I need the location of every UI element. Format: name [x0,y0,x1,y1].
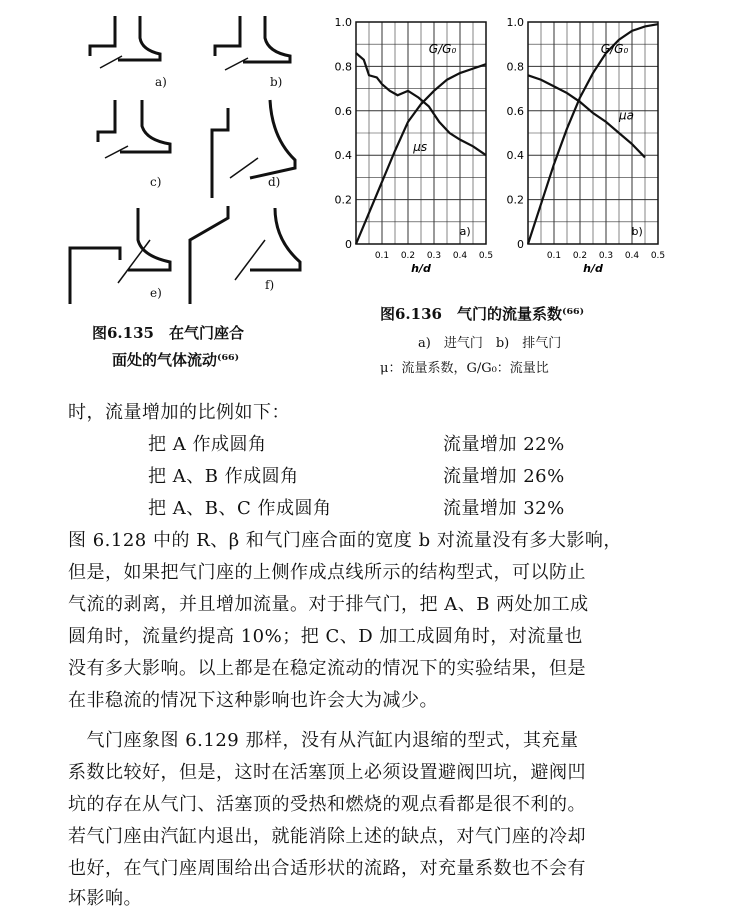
x-axis-label: h/d [583,262,603,275]
para2-line4: 若气门座由汽缸内退出，就能消除上述的缺点，对气门座的冷却 [68,826,586,847]
para1-line4: 圆角时，流量约提高 10%；把 C、D 加工成圆角时，对流量也 [68,626,583,647]
valve-seat-sketches [60,8,315,308]
row-label-3: 把 A、B、C 作成圆角 [148,498,332,519]
row-value-1: 流量增加 22% [443,434,565,455]
sketch-label-c: c) [150,175,162,189]
fig135-caption-line1: 图6.135 在气门座合 [92,324,244,342]
y-tick-label: 0.6 [506,104,524,118]
x-axis-label: h/d [411,262,431,275]
para1-line1: 图 6.128 中的 R、β 和气门座合面的宽度 b 对流量没有多大影响， [68,530,622,551]
y-tick-label: 0.4 [334,149,352,163]
y-tick-label: 0 [345,238,352,251]
sketch-d [212,100,295,198]
sketch-b [215,16,290,70]
para2-line1: 气门座象图 6.129 那样，没有从汽缸内退缩的型式，其充量 [68,730,579,751]
x-tick-label: 0.5 [650,251,666,261]
x-tick-label: 0.4 [452,251,468,261]
para1-line5: 没有多大影响。以上都是在稳定流动的情况下的实验结果，但是 [68,658,586,679]
fig136-subcaption-2: μ：流量系数，G/G₀：流量比 [380,361,549,376]
y-tick-label: 1.0 [506,16,524,29]
para1-line6: 在非稳流的情况下这种影响也许会大为减少。 [68,690,438,711]
series-label-0: G/G₀ [428,42,457,57]
sketch-label-d: d) [268,175,281,189]
y-tick-label: 0.8 [334,60,352,74]
sketch-label-e: e) [150,286,162,300]
row-label-2: 把 A、B 作成圆角 [148,466,299,487]
chart-exhaust-valve [502,8,666,280]
fig136-caption: 图6.136 气门的流量系数⁽⁶⁶⁾ [380,305,585,323]
sketch-label-b: b) [270,75,283,89]
para1-line3: 气流的剥离，并且增加流量。对于排气门，把 A、B 两处加工成 [68,594,589,615]
x-tick-label: 0.1 [546,251,562,261]
para2-line6: 坏影响。 [68,888,142,909]
y-tick-label: 0.6 [334,104,352,118]
row-label-1: 把 A 作成圆角 [148,434,267,455]
y-tick-label: 0.8 [506,60,524,74]
para2-line2: 系数比较好，但是，这时在活塞顶上必须设置避阀凹坑，避阀凹 [68,762,586,783]
series-label-0: G/G₀ [600,42,629,57]
y-tick-label: 1.0 [334,16,352,29]
x-tick-label: 0.2 [572,251,588,261]
sketch-label-f: f) [265,278,275,292]
sketch-c [98,100,170,158]
y-tick-label: 0 [517,238,524,251]
row-value-3: 流量增加 32% [443,498,565,519]
x-tick-label: 0.2 [400,251,416,261]
para2-line3: 坑的存在从气门、活塞顶的受热和燃烧的观点看都是很不利的。 [68,794,586,815]
x-tick-label: 0.1 [374,251,390,261]
fig136-subcaption-1: a) 进气门 b) 排气门 [418,336,562,351]
x-tick-label: 0.5 [478,251,494,261]
sketch-f [190,206,300,304]
chart-intake-valve [330,8,510,280]
para1-line2: 但是，如果把气门座的上侧作成点线所示的结构型式，可以防止 [68,562,586,583]
y-tick-label: 0.2 [334,193,352,207]
sketch-label-a: a) [155,75,167,89]
fig135-caption-line2: 面处的气体流动⁽⁶⁶⁾ [112,351,240,369]
y-tick-label: 0.2 [506,193,524,207]
y-tick-label: 0.4 [506,149,524,163]
x-tick-label: 0.3 [598,251,614,261]
intro-line: 时，流量增加的比例如下： [68,402,290,423]
panel-label: b) [631,225,643,239]
series-label-1: μs [413,139,428,154]
series-label-1: μa [619,108,634,123]
sketch-a [90,16,160,68]
para2-line5: 也好，在气门座周围给出合适形状的流路，对充量系数也不会有 [68,858,586,879]
x-tick-label: 0.4 [624,251,640,261]
x-tick-label: 0.3 [426,251,442,261]
panel-label: a) [459,225,471,239]
row-value-2: 流量增加 26% [443,466,565,487]
